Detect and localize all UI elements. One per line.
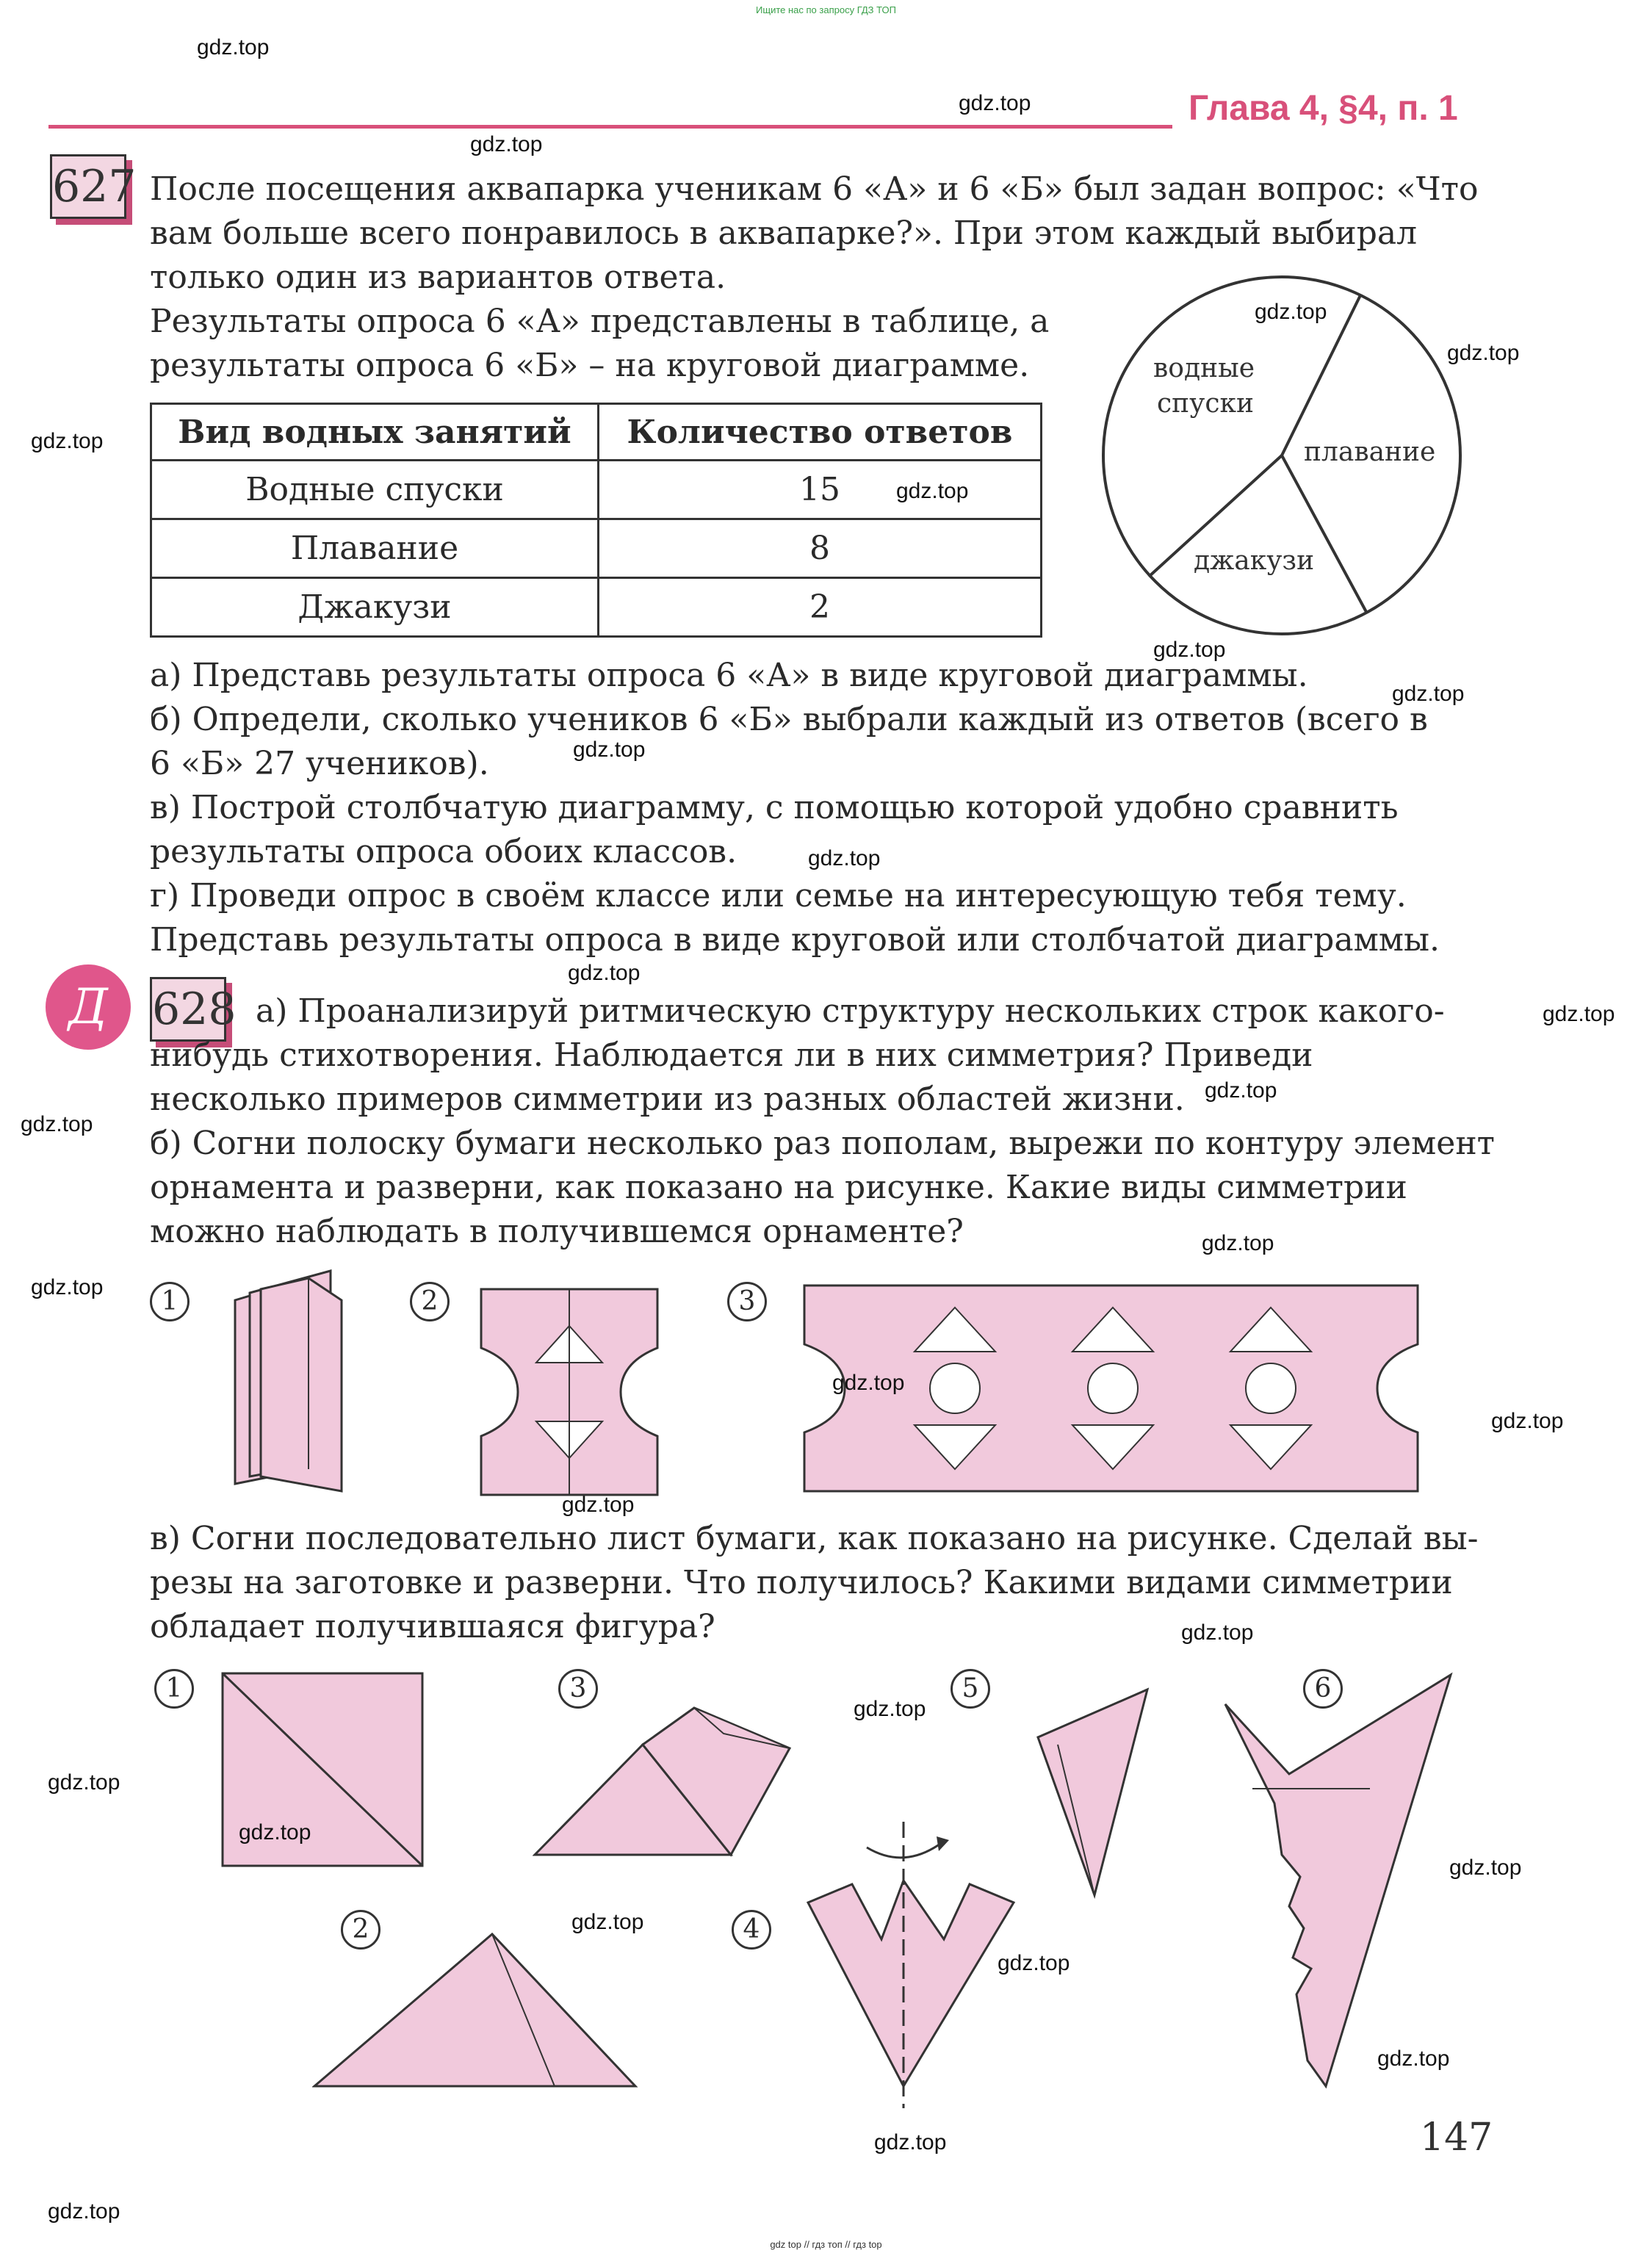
table-cell: 8 <box>599 519 1042 578</box>
step-v-4: 4 <box>732 1910 771 1950</box>
header-rule <box>48 125 1172 129</box>
table-cell: Джакузи <box>151 578 599 637</box>
homework-badge: Д <box>46 964 131 1050</box>
watermark: gdz.top <box>854 1697 926 1721</box>
watermark: gdz.top <box>1449 1856 1522 1880</box>
task-number-628: 628 <box>150 977 226 1042</box>
pie-label-jacuzzi: джакузи <box>1194 546 1315 576</box>
step-b-2: 2 <box>410 1282 450 1321</box>
watermark: gdz.top <box>48 2199 120 2224</box>
watermark: gdz.top <box>21 1112 93 1136</box>
step-v-5: 5 <box>951 1669 990 1709</box>
watermark: gdz.top <box>1205 1078 1277 1103</box>
watermark: gdz.top <box>808 846 881 870</box>
pie-label-slides-1: водные <box>1153 353 1255 383</box>
pie-label-slides-2: спуски <box>1157 389 1254 419</box>
watermark: gdz.top <box>1543 1002 1615 1026</box>
question-v-1: в) Построй столбчатую диаграмму, с помощью которой удобно сравнить <box>150 789 1399 826</box>
task628-line-2: нибудь стихотворения. Наблюдается ли в них симметрия? Приведи <box>150 1036 1313 1074</box>
watermark: gdz.top <box>1255 300 1327 324</box>
watermark: gdz.top <box>197 35 270 60</box>
watermark: gdz.top <box>1377 2047 1450 2071</box>
table-cell: 15 <box>599 461 1042 519</box>
fold-step-3-figure <box>533 1690 793 1858</box>
task628-line-4: б) Согни полоску бумаги несколько раз пополам, вырежи по контуру элемент <box>150 1125 1495 1162</box>
watermark: gdz.top <box>832 1371 905 1395</box>
table-cell: Водные спуски <box>151 461 599 519</box>
watermark: gdz.top <box>1202 1231 1274 1255</box>
table-cell: Плавание <box>151 519 599 578</box>
watermark: gdz.top <box>874 2130 947 2154</box>
table-row <box>151 519 1042 578</box>
task627-line-5: результаты опроса 6 «Б» – на круговой диаграмме. <box>150 347 1030 384</box>
step-v-3: 3 <box>558 1669 598 1709</box>
watermark: gdz.top <box>31 1275 104 1299</box>
fold-step-4-figure <box>793 1734 1028 2116</box>
folded-strip-figure <box>220 1263 353 1499</box>
pie-label-swimming: плавание <box>1304 437 1436 467</box>
table-cell: 2 <box>599 578 1042 637</box>
watermark: gdz.top <box>568 961 641 985</box>
fold-step-6-figure <box>1223 1671 1454 2090</box>
table-row <box>151 578 1042 637</box>
pie-chart <box>1094 275 1469 643</box>
task628-line-6: можно наблюдать в получившемся орнаменте? <box>150 1213 964 1250</box>
watermark: gdz.top <box>1181 1620 1254 1645</box>
step-b-1: 1 <box>150 1282 190 1321</box>
step-v-6: 6 <box>1303 1669 1343 1709</box>
question-v-2: результаты опроса обоих классов. <box>150 833 737 870</box>
step-b-3: 3 <box>727 1282 767 1321</box>
watermark: gdz.top <box>998 1951 1070 1975</box>
top-banner: Ищите нас по запросу ГДЗ ТОП <box>756 4 896 15</box>
watermark: gdz.top <box>1392 682 1465 706</box>
question-b-2: 6 «Б» 27 учеников). <box>150 745 489 782</box>
cut-strip-figure <box>474 1282 665 1502</box>
watermark: gdz.top <box>573 738 646 762</box>
watermark: gdz.top <box>1153 638 1226 662</box>
task628-line-5: орнамента и разверни, как показано на рисунке. Какие виды симметрии <box>150 1169 1407 1206</box>
question-g-1: г) Проведи опрос в своём классе или семье на интересующую тебя тему. <box>150 877 1407 915</box>
table-header-row <box>151 404 1042 461</box>
survey-table <box>150 403 1042 638</box>
chapter-header: Глава 4, §4, п. 1 <box>1188 89 1458 128</box>
watermark: gdz.top <box>1447 341 1520 365</box>
task-number-627: 627 <box>50 154 126 219</box>
watermark: gdz.top <box>571 1910 644 1934</box>
watermark: gdz.top <box>562 1493 635 1517</box>
watermark: gdz.top <box>31 429 104 453</box>
table-header-activity: Вид водных занятий <box>151 404 599 461</box>
task627-line-3: только один из вариантов ответа. <box>150 259 726 296</box>
table-header-count: Количество ответов <box>599 404 1042 461</box>
task627-line-2: вам больше всего понравилось в аквапарке?». При этом каждый выбирал <box>150 214 1418 252</box>
question-b-1: б) Определи, сколько учеников 6 «Б» выбрали каждый из ответов (всего в <box>150 701 1428 738</box>
fold-step-5-figure <box>1036 1686 1153 1899</box>
watermark: gdz.top <box>470 132 543 156</box>
question-a: а) Представь результаты опроса 6 «А» в виде круговой диаграммы. <box>150 657 1308 694</box>
task628-v-line-3: обладает получившаяся фигура? <box>150 1608 715 1645</box>
step-v-1: 1 <box>154 1669 194 1709</box>
task628-v-line-1: в) Согни последовательно лист бумаги, как показано на рисунке. Сделай вы- <box>150 1520 1479 1557</box>
watermark: gdz.top <box>1491 1409 1564 1433</box>
watermark: gdz.top <box>239 1820 311 1844</box>
task627-line-4: Результаты опроса 6 «А» представлены в таблице, а <box>150 303 1050 340</box>
pie-divider-3 <box>1282 455 1366 612</box>
watermark: gdz.top <box>896 479 969 503</box>
fold-step-2-figure <box>312 1928 639 2090</box>
bottom-banner: gdz top // гдз топ // гдз top <box>770 2239 882 2250</box>
task628-line-1: а) Проанализируй ритмическую структуру нескольких строк какого- <box>256 992 1445 1030</box>
question-g-2: Представь результаты опроса в виде круговой или столбчатой диаграммы. <box>150 921 1440 959</box>
task628-v-line-2: резы на заготовке и разверни. Что получилось? Какими видами симметрии <box>150 1564 1453 1601</box>
watermark: gdz.top <box>48 1770 120 1795</box>
page-number: 147 <box>1420 2116 1493 2160</box>
step-v-2: 2 <box>341 1910 380 1950</box>
watermark: gdz.top <box>959 91 1031 115</box>
task627-line-1: После посещения аквапарка ученикам 6 «А» и 6 «Б» был задан вопрос: «Что <box>150 170 1479 208</box>
task628-line-3: несколько примеров симметрии из разных областей жизни. <box>150 1081 1185 1118</box>
